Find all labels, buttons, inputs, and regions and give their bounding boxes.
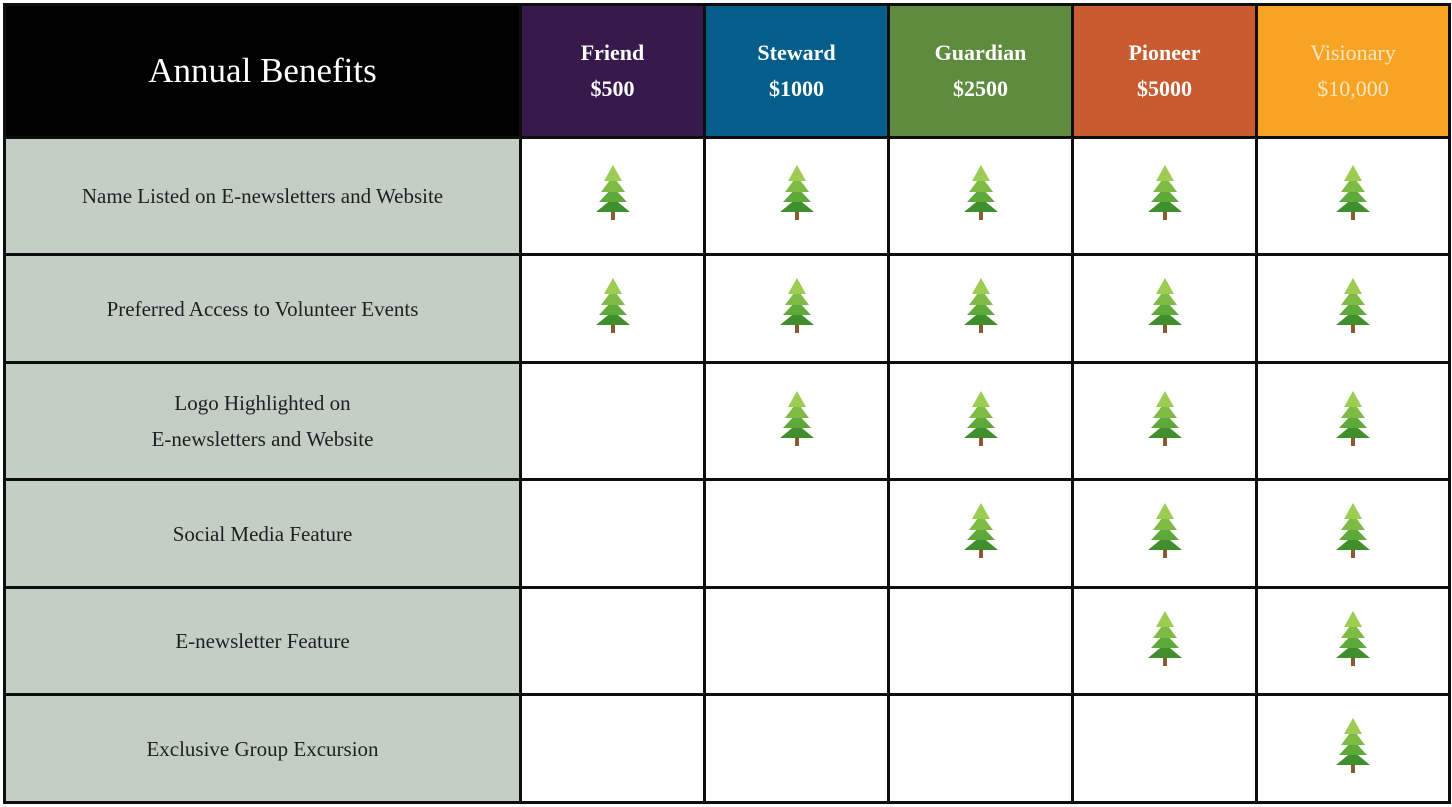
pine-tree-icon bbox=[1336, 503, 1370, 564]
benefit-row bbox=[5, 255, 1450, 363]
benefit-row bbox=[5, 362, 1450, 480]
pine-tree-icon bbox=[780, 165, 814, 226]
benefit-cell bbox=[1073, 137, 1257, 255]
benefit-cell bbox=[1257, 255, 1450, 363]
pine-tree-icon bbox=[1336, 391, 1370, 452]
tier-name: Guardian bbox=[934, 39, 1027, 65]
benefit-cell bbox=[521, 362, 705, 480]
benefits-table bbox=[3, 3, 1451, 804]
benefit-label bbox=[5, 255, 521, 363]
tier-name: Pioneer bbox=[1128, 39, 1201, 65]
benefit-cell bbox=[1257, 587, 1450, 695]
header-row bbox=[5, 5, 1450, 138]
benefit-cell bbox=[1073, 362, 1257, 480]
benefit-cell bbox=[705, 587, 889, 695]
benefit-label-line: Name Listed on E-newsletters and Website bbox=[81, 183, 444, 208]
benefit-cell bbox=[1257, 362, 1450, 480]
benefit-cell bbox=[521, 480, 705, 588]
pine-tree-icon bbox=[964, 391, 998, 452]
pine-tree-icon bbox=[780, 391, 814, 452]
tier-price: $5000 bbox=[1137, 75, 1192, 101]
benefit-cell bbox=[1257, 695, 1450, 803]
tier-price: $10,000 bbox=[1317, 75, 1389, 101]
benefit-label-line: E-newsletters and Website bbox=[151, 427, 374, 452]
benefit-cell bbox=[705, 255, 889, 363]
benefit-cell bbox=[1073, 255, 1257, 363]
benefit-cell bbox=[889, 480, 1073, 588]
tier-header-friend bbox=[521, 5, 705, 138]
tier-price: $2500 bbox=[953, 75, 1008, 101]
benefit-cell bbox=[705, 695, 889, 803]
tier-header-guardian bbox=[889, 5, 1073, 138]
tier-header-steward bbox=[705, 5, 889, 138]
tier-name: Friend bbox=[580, 39, 645, 65]
pine-tree-icon bbox=[964, 278, 998, 339]
benefit-label bbox=[5, 362, 521, 480]
pine-tree-icon bbox=[964, 503, 998, 564]
benefit-label-line: Preferred Access to Volunteer Events bbox=[106, 296, 419, 321]
tier-name: Visionary bbox=[1310, 39, 1396, 65]
page-title: Annual Benefits bbox=[5, 5, 521, 138]
benefit-row bbox=[5, 587, 1450, 695]
benefit-row bbox=[5, 137, 1450, 255]
benefit-label-line: Logo Highlighted on bbox=[174, 391, 351, 416]
benefit-cell bbox=[889, 137, 1073, 255]
benefit-cell bbox=[521, 695, 705, 803]
pine-tree-icon bbox=[1148, 391, 1182, 452]
pine-tree-icon bbox=[780, 278, 814, 339]
tier-header-visionary bbox=[1257, 5, 1450, 138]
benefit-cell bbox=[705, 362, 889, 480]
benefit-label-line: E-newsletter Feature bbox=[175, 629, 350, 654]
pine-tree-icon bbox=[1336, 718, 1370, 779]
benefit-label-line: Exclusive Group Excursion bbox=[146, 736, 379, 761]
pine-tree-icon bbox=[1148, 503, 1182, 564]
benefit-cell bbox=[889, 587, 1073, 695]
pine-tree-icon bbox=[964, 165, 998, 226]
benefit-cell bbox=[889, 695, 1073, 803]
benefit-cell bbox=[705, 137, 889, 255]
benefit-cell bbox=[705, 480, 889, 588]
tier-name: Steward bbox=[757, 39, 836, 65]
benefit-cell bbox=[521, 587, 705, 695]
benefit-cell bbox=[521, 137, 705, 255]
benefit-cell bbox=[1073, 587, 1257, 695]
tier-header-pioneer bbox=[1073, 5, 1257, 138]
benefit-label-line: Social Media Feature bbox=[172, 521, 353, 546]
pine-tree-icon bbox=[1148, 611, 1182, 672]
benefit-row bbox=[5, 695, 1450, 803]
benefit-cell bbox=[1257, 480, 1450, 588]
benefit-cell bbox=[889, 362, 1073, 480]
benefit-cell bbox=[889, 255, 1073, 363]
benefit-cell bbox=[521, 255, 705, 363]
benefit-cell bbox=[1257, 137, 1450, 255]
benefit-label bbox=[5, 480, 521, 588]
pine-tree-icon bbox=[1148, 165, 1182, 226]
pine-tree-icon bbox=[596, 278, 630, 339]
benefit-label bbox=[5, 587, 521, 695]
pine-tree-icon bbox=[1336, 611, 1370, 672]
tier-price: $500 bbox=[590, 75, 635, 101]
benefit-cell bbox=[1073, 480, 1257, 588]
tier-price: $1000 bbox=[769, 75, 824, 101]
benefit-label bbox=[5, 137, 521, 255]
pine-tree-icon bbox=[596, 165, 630, 226]
benefit-row bbox=[5, 480, 1450, 588]
pine-tree-icon bbox=[1148, 278, 1182, 339]
pine-tree-icon bbox=[1336, 278, 1370, 339]
pine-tree-icon bbox=[1336, 165, 1370, 226]
benefit-cell bbox=[1073, 695, 1257, 803]
benefit-label bbox=[5, 695, 521, 803]
